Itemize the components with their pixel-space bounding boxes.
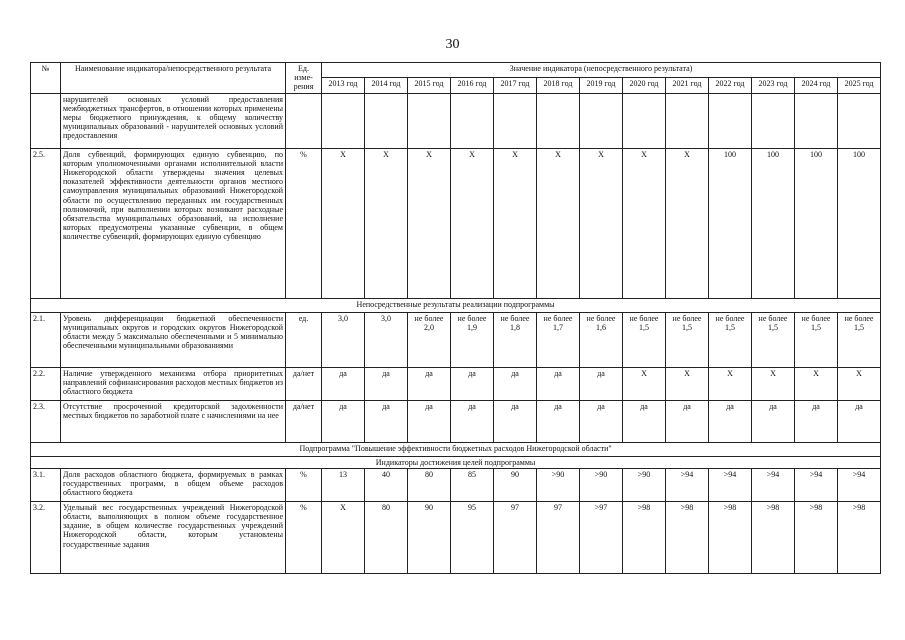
unit-cell: да/нет (286, 367, 322, 400)
indicator-name: Доля расходов областного бюджета, формируемых в рамках государственных программ, в общем объеме расходов областного бюджета (61, 468, 286, 501)
section-title: Подпрограмма "Повышение эффективности бюджетных расходов Нижегородской области" (31, 442, 881, 456)
value-cell: >94 (666, 468, 709, 501)
value-cell: >98 (795, 501, 838, 573)
value-cell: Х (752, 367, 795, 400)
value-cell (451, 93, 494, 148)
table-row (31, 501, 881, 573)
header-year: 2013 год (322, 78, 365, 93)
section-title: Непосредственные результаты реализации подпрограммы (31, 298, 881, 312)
header-year: 2017 год (494, 78, 537, 93)
row-number: 3.1. (31, 468, 61, 501)
header-year: 2020 год (623, 78, 666, 93)
header-year: 2025 год (838, 78, 881, 93)
indicator-name: Наличие утвержденного механизма отбора приоритетных направлений софинансирования расходов местных бюджетов из областного бюджета (61, 367, 286, 400)
row-number: 3.2. (31, 501, 61, 573)
value-cell: да (580, 367, 623, 400)
value-cell (580, 93, 623, 148)
value-cell: да (451, 367, 494, 400)
value-cell: не более 1,5 (666, 312, 709, 367)
value-cell: 97 (537, 501, 580, 573)
indicator-name: нарушителей основных условий предоставления межбюджетных трансфертов, в отношении которых применены меры бюджетного принуждения, к общему количеству муниципальных образований - нарушителей основных условий предоставления (61, 93, 286, 148)
header-year: 2023 год (752, 78, 795, 93)
value-cell: Х (537, 148, 580, 298)
value-cell: >98 (838, 501, 881, 573)
value-cell (623, 93, 666, 148)
header-name: Наименование индикатора/непосредственного результата (61, 63, 286, 94)
value-cell: 100 (838, 148, 881, 298)
value-cell: да (408, 367, 451, 400)
header-unit: Ед. изме-рения (286, 63, 322, 94)
value-cell: Х (666, 367, 709, 400)
value-cell: >98 (623, 501, 666, 573)
value-cell: 80 (365, 501, 408, 573)
table-row (31, 93, 881, 148)
value-cell: да (580, 400, 623, 442)
value-cell: Х (709, 367, 752, 400)
value-cell: >98 (752, 501, 795, 573)
section-row (31, 442, 881, 456)
value-cell (838, 93, 881, 148)
value-cell: да (322, 400, 365, 442)
value-cell: не более 1,6 (580, 312, 623, 367)
value-cell: да (494, 400, 537, 442)
value-cell: Х (408, 148, 451, 298)
value-cell: Х (322, 501, 365, 573)
header-year: 2021 год (666, 78, 709, 93)
value-cell: >98 (709, 501, 752, 573)
value-cell: >90 (623, 468, 666, 501)
value-cell: >98 (666, 501, 709, 573)
value-cell: 85 (451, 468, 494, 501)
value-cell: 13 (322, 468, 365, 501)
header-values: Значение индикатора (непосредственного результата) (322, 63, 881, 78)
value-cell: Х (795, 367, 838, 400)
indicator-name: Отсутствие просроченной кредиторской задолженности местных бюджетов по заработной плате с начислениями на нее (61, 400, 286, 442)
table-row (31, 148, 881, 298)
table-row (31, 367, 881, 400)
value-cell (494, 93, 537, 148)
indicator-table (30, 62, 881, 574)
value-cell (795, 93, 838, 148)
value-cell: да (752, 400, 795, 442)
value-cell: не более 1,5 (795, 312, 838, 367)
value-cell: 97 (494, 501, 537, 573)
value-cell: 90 (494, 468, 537, 501)
table-row (31, 468, 881, 501)
row-number: 2.1. (31, 312, 61, 367)
value-cell: да (838, 400, 881, 442)
value-cell: Х (623, 367, 666, 400)
value-cell: 3,0 (365, 312, 408, 367)
value-cell: не более 1,9 (451, 312, 494, 367)
value-cell: да (322, 367, 365, 400)
value-cell: не более 1,8 (494, 312, 537, 367)
value-cell (408, 93, 451, 148)
value-cell: 40 (365, 468, 408, 501)
value-cell (537, 93, 580, 148)
value-cell: >90 (537, 468, 580, 501)
value-cell: не более 1,5 (838, 312, 881, 367)
value-cell: >97 (580, 501, 623, 573)
page-number: 30 (445, 37, 460, 52)
value-cell: 100 (709, 148, 752, 298)
header-year: 2024 год (795, 78, 838, 93)
section-row (31, 298, 881, 312)
value-cell: не более 1,5 (709, 312, 752, 367)
value-cell: да (709, 400, 752, 442)
value-cell: >94 (709, 468, 752, 501)
value-cell: Х (322, 148, 365, 298)
unit-cell: да/нет (286, 400, 322, 442)
value-cell: 95 (451, 501, 494, 573)
header-year: 2019 год (580, 78, 623, 93)
header-num: № (31, 63, 61, 94)
value-cell: Х (451, 148, 494, 298)
value-cell (322, 93, 365, 148)
value-cell: 100 (752, 148, 795, 298)
unit-cell: % (286, 148, 322, 298)
value-cell: >94 (838, 468, 881, 501)
value-cell: да (494, 367, 537, 400)
value-cell: Х (666, 148, 709, 298)
value-cell: да (365, 400, 408, 442)
value-cell: не более 1,5 (623, 312, 666, 367)
row-number: 2.2. (31, 367, 61, 400)
value-cell: не более 1,7 (537, 312, 580, 367)
header-year: 2015 год (408, 78, 451, 93)
value-cell: Х (494, 148, 537, 298)
row-number (31, 93, 61, 148)
value-cell (752, 93, 795, 148)
value-cell: 80 (408, 468, 451, 501)
section-title: Индикаторы достижения целей подпрограммы (31, 456, 881, 468)
row-number: 2.5. (31, 148, 61, 298)
value-cell: не более 2,0 (408, 312, 451, 367)
value-cell: 3,0 (322, 312, 365, 367)
section-row (31, 456, 881, 468)
value-cell: Х (623, 148, 666, 298)
value-cell (709, 93, 752, 148)
unit-cell: % (286, 468, 322, 501)
value-cell: 100 (795, 148, 838, 298)
indicator-name: Уровень дифференциации бюджетной обеспеченности муниципальных округов и городских округов Нижегородской области между 5 максимально обеспеченными и 5 минимально обеспеченными муниципальными образованиями (61, 312, 286, 367)
value-cell: да (451, 400, 494, 442)
unit-cell: % (286, 501, 322, 573)
header-year: 2022 год (709, 78, 752, 93)
value-cell: не более 1,5 (752, 312, 795, 367)
table-row (31, 312, 881, 367)
value-cell: >94 (795, 468, 838, 501)
value-cell: >90 (580, 468, 623, 501)
value-cell: да (537, 367, 580, 400)
indicator-name: Удельный вес государственных учреждений Нижегородской области, выполняющих в полном объеме государственное задание, в общем количестве государственных учреждений Нижегородской области, которым установлены государственные задания (61, 501, 286, 573)
value-cell: Х (580, 148, 623, 298)
row-number: 2.3. (31, 400, 61, 442)
value-cell: да (537, 400, 580, 442)
value-cell: Х (365, 148, 408, 298)
value-cell: да (666, 400, 709, 442)
value-cell: Х (838, 367, 881, 400)
value-cell: 90 (408, 501, 451, 573)
value-cell: да (365, 367, 408, 400)
value-cell: да (623, 400, 666, 442)
header-year: 2016 год (451, 78, 494, 93)
header-year: 2014 год (365, 78, 408, 93)
header-year: 2018 год (537, 78, 580, 93)
value-cell (666, 93, 709, 148)
table-row (31, 400, 881, 442)
unit-cell: ед. (286, 312, 322, 367)
value-cell: да (795, 400, 838, 442)
unit-cell (286, 93, 322, 148)
value-cell: >94 (752, 468, 795, 501)
value-cell: да (408, 400, 451, 442)
value-cell (365, 93, 408, 148)
indicator-name: Доля субвенций, формирующих единую субвенцию, по которым уполномоченными органами исполнительной власти Нижегородской области утверждены значения целевых показателей эффективности деятельности органов местного самоуправления муниципальных образований Нижегородской области по осуществлению переданных им государственных полномочий, при выполнении которых возникают расходные обязательства муниципальных образований, на исполнение которых предусмотрены указанные субвенции, в общем количестве субвенций, формирующих единую субвенцию (61, 148, 286, 298)
